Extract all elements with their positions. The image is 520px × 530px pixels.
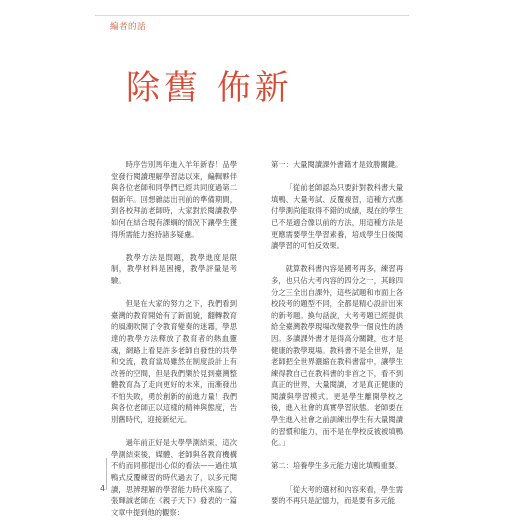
right-column (271, 159, 403, 518)
right-paragraph-3: 「從大考的選材和內容來看，學生需要的不再只是記憶力，而是要有多元能 (271, 484, 403, 506)
left-paragraph-1: 時序告別馬年進入羊年新春！品學堂發行閱讀理解學習誌以來，編輯夥伴與各位老師和同學們已經共同度過第二個新年。回想雜誌出刊前的準備期間，到各校拜訪老師時，大家對於閱讀教學如何在結合現有課綱的情況下讓學生獲得所需能力抱持諸多疑慮。 (111, 160, 237, 239)
left-paragraph-2: 教學方法是問題，教學進度是限制，教學材料是困擾，教學評量是考驗。 (111, 252, 237, 285)
left-paragraph-3: 但是在大家的努力之下，我們看到臺灣的教育開始有了新面貌，翻轉教育的風潮吹開了令教育變奏的迷霧，學思達的教學方法釋放了教育者的熱血靈魂，網路上看見許多老師自發性的共學和交流，教育當局雖然在制度設計上有改善的空間，但是我們樂於見到臺灣整體教育為了走向更好的未來，而漸發出不怕失敗，勇於創新的前進力量！我們與各位老師正以這樣的精神與態度，告別舊時代，迎接新紀元。 (111, 299, 237, 425)
left-column (111, 159, 237, 530)
page-title: 除舊 佈新 (126, 68, 293, 108)
right-point-2-heading: 第二：培養學生多元能力遠比填鴨重要。 (271, 461, 403, 471)
section-label: 編者的話 (110, 22, 147, 32)
left-paragraph-4: 過年前正好是大學學測結束，這次學測結束後，媒體、老師與各教育機構不約而同都提出心似的看法——過往填鴨式反覆練習的時代過去了，以多元閱讀，思辨理解的學習能力時代來臨了，張輝誠老師在《親子天下》發表的一篇文章中提到他的觀察： (111, 438, 237, 517)
top-rule (95, 15, 409, 16)
page-number: 4 (100, 484, 106, 493)
right-point-1-heading: 第一：大量閱讀課外書籍才是致勝關鍵。 (271, 160, 403, 169)
page-number-rule (106, 458, 107, 490)
right-paragraph-1: 「從前老師認為只要針對教科書大量填鴨、大量考試、反覆複習，這種方式應付學測尚能取得不錯的成績，現在的學生已不是適合像以前的方法，用這種方法是更應需要學生學習素養，培成學生日後閱讀學習的可怕反效果。 (271, 183, 403, 251)
right-paragraph-2: 就算教科書內容是國考再多，練習再多，也只佔大考內容的四分之一，其餘四分之三全出自課外，這些試題和市面上各校段考的題型不同，全都是精心設計出來的新考題。換句話說，大考考題已經提供給全臺灣教學現場改變教學一個良性的誘因。多讀課外書才是得高分關鍵，也才是健康的教學現場。教科書不是全世界，是老師把全世界濃縮在教科書當中，讓學生練得教自己在教科書的非首之下，看不到真正的世界，大量閱讀，才是真正健康的閱讀與學習模式。更是學生離開學校之後，進入社會的真實學習狀態。老師要在學生進入社會之前訓練出學生有大量閱讀的習慣和能力，而不是在學校反被被填鴨化。」 (271, 264, 403, 448)
